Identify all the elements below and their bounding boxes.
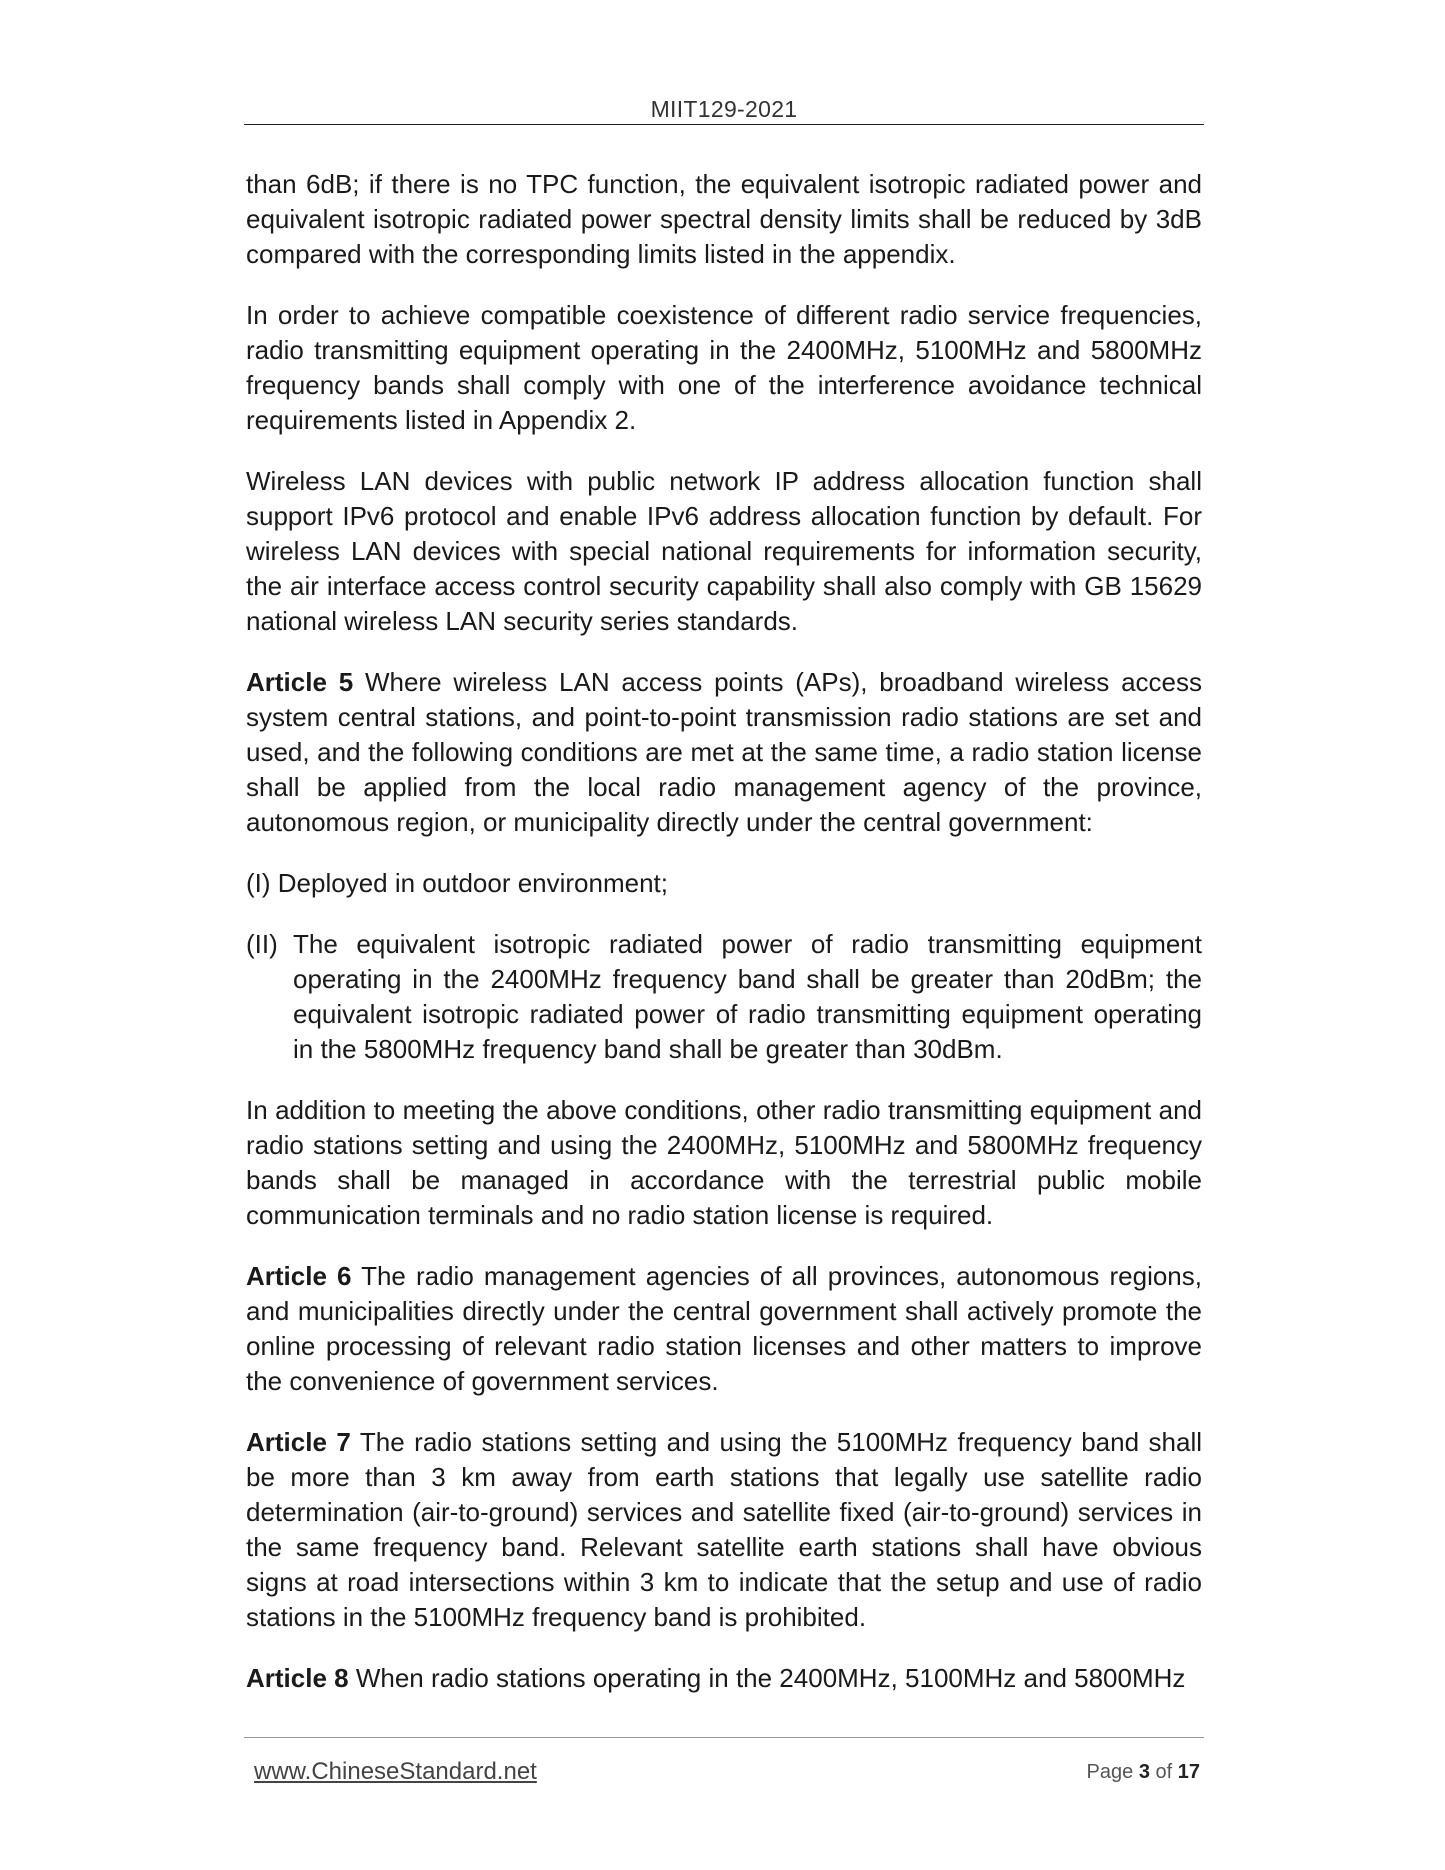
document-code: MIIT129-2021 [650, 96, 798, 122]
article-7-label: Article 7 [246, 1427, 351, 1457]
page-total: 17 [1177, 1761, 1200, 1783]
header-divider [244, 124, 1204, 125]
page-of: of [1155, 1761, 1173, 1783]
page-number [1087, 1761, 1200, 1784]
page-body [246, 167, 1202, 1722]
footer-divider [244, 1737, 1204, 1738]
page-word: Page [1086, 1761, 1134, 1783]
page-current: 3 [1138, 1761, 1150, 1783]
article-7 [246, 1425, 1202, 1635]
article-6-text: The radio management agencies of all provinces, autonomous regions, and municipalities directly under the central government shall actively promote the online processing of relevant radio station licenses and other matters to improve the convenience of government services. [246, 1261, 1202, 1396]
article-5-text: Where wireless LAN access points (APs), broadband wireless access system central stations, and point-to-point transmission radio stations are set and used, and the following conditions are met at the same time, a radio station license shall be applied from the local radio management agency of the province, autonomous region, or municipality directly under the central government: [246, 667, 1202, 837]
article-8-label: Article 8 [246, 1663, 349, 1693]
list-item-text: The equivalent isotropic radiated power of radio transmitting equipment operating in the 2400MHz frequency band shall be greater than 20dBm; the equivalent isotropic radiated power of radio transmitting equipment operating in the 5800MHz frequency band shall be greater than 30dBm. [293, 929, 1202, 1064]
article-8-text: When radio stations operating in the 2400MHz, 5100MHz and 5800MHz [348, 1663, 1186, 1693]
paragraph-wireless-lan: Wireless LAN devices with public network IP address allocation function shall support IPv6 protocol and enable IPv6 address allocation function by default. For wireless LAN devices with special national requirements for information security, the air interface access control security capability shall also comply with GB 15629 national wireless LAN security series standards. [246, 466, 1202, 636]
article-8 [246, 1661, 1202, 1696]
list-item-marker: (II) [246, 929, 278, 959]
article-6-label: Article 6 [246, 1261, 352, 1291]
article-5-label: Article 5 [246, 667, 354, 697]
article-6 [246, 1259, 1202, 1399]
paragraph-coexistence: In order to achieve compatible coexistence of different radio service frequencies, radio transmitting equipment operating in the 2400MHz, 5100MHz and 5800MHz frequency bands shall comply with one of the interference avoidance technical requirements listed in Appendix 2. [246, 300, 1202, 435]
paragraph-tpc: than 6dB; if there is no TPC function, the equivalent isotropic radiated power and equivalent isotropic radiated power spectral density limits shall be reduced by 3dB compared with the corresponding limits listed in the appendix. [246, 169, 1202, 269]
list-item-eirp [246, 927, 1202, 1067]
list-item-outdoor: (I) Deployed in outdoor environment; [246, 868, 669, 898]
article-5 [246, 665, 1202, 840]
article-7-text: The radio stations setting and using the 5100MHz frequency band shall be more than 3 km away from earth stations that legally use satellite radio determination (air-to-ground) services and satellite fixed (air-to-ground) services in the same frequency band. Relevant satellite earth stations shall have obvious signs at road intersections within 3 km to indicate that the setup and use of radio stations in the 5100MHz frequency band is prohibited. [246, 1427, 1203, 1632]
website-link[interactable]: www.ChineseStandard.net [254, 1758, 537, 1785]
paragraph-other-equipment: In addition to meeting the above conditions, other radio transmitting equipment and radio stations setting and using the 2400MHz, 5100MHz and 5800MHz frequency bands shall be managed in accordance with the terrestrial public mobile communication terminals and no radio station license is required. [246, 1095, 1202, 1230]
